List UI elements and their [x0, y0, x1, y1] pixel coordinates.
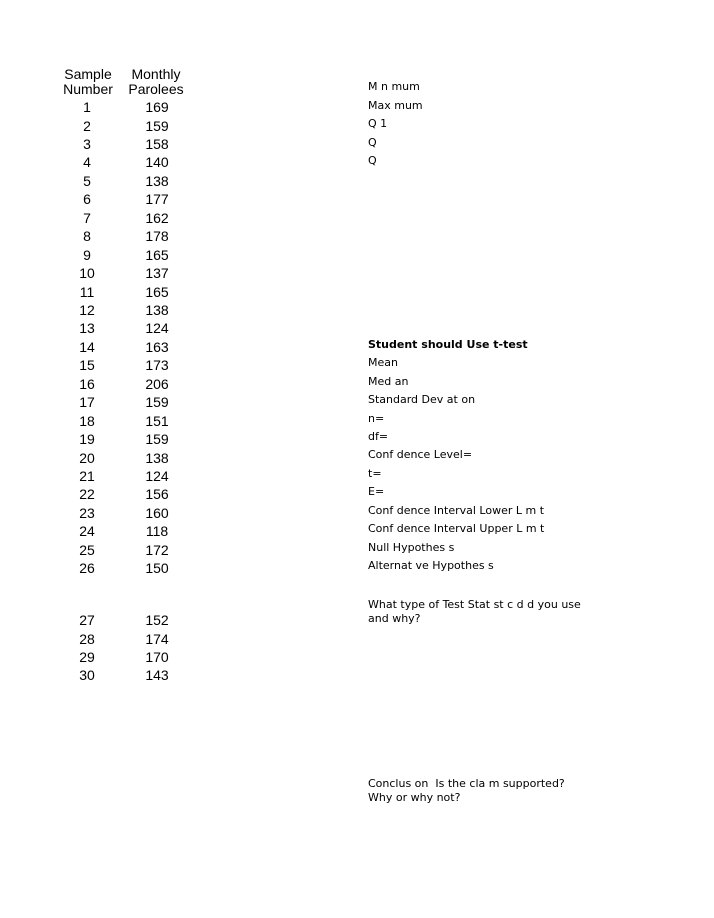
sample-number-cell: 19 [79, 431, 95, 448]
sample-number-cell: 20 [79, 449, 95, 466]
monthly-parolees-cell: 150 [145, 560, 169, 577]
monthly-parolees-cell: 152 [145, 612, 169, 628]
monthly-parolees-cell: 158 [145, 135, 169, 152]
sample-number-cell: 23 [79, 504, 95, 521]
monthly-parolees-cell: 140 [145, 154, 169, 171]
sample-number-cell: 30 [79, 667, 95, 684]
sample-number-cell: 6 [83, 191, 91, 208]
monthly-parolees-cell: 170 [145, 648, 169, 665]
label-median: Med an [368, 375, 409, 388]
ttest-heading: Student should Use t-test [368, 338, 528, 351]
label-maximum: Max mum [368, 99, 423, 112]
sample-number-cell: 4 [83, 154, 91, 171]
sample-number-cell: 12 [79, 301, 95, 318]
monthly-parolees-cell: 151 [145, 412, 169, 429]
header-sample-number: Sample Number [63, 66, 113, 97]
label-q1: Q 1 [368, 117, 388, 130]
monthly-parolees-cell: 159 [145, 394, 169, 411]
label-q3: Q [368, 154, 377, 167]
monthly-parolees-cell: 159 [145, 431, 169, 448]
header-monthly-parolees: Monthly Parolees [128, 66, 184, 97]
monthly-parolees-cell: 124 [145, 320, 169, 337]
label-e: E= [368, 485, 385, 498]
sample-number-cell: 9 [83, 246, 91, 263]
sample-number-cell: 15 [79, 357, 95, 374]
label-t: t= [368, 467, 382, 480]
monthly-parolees-cell: 118 [145, 523, 169, 540]
monthly-parolees-cell: 177 [145, 191, 169, 208]
monthly-parolees-cell: 206 [145, 375, 169, 392]
label-confidence-level: Conf dence Level= [368, 448, 473, 461]
monthly-parolees-cell: 169 [145, 99, 169, 115]
sample-number-cell: 25 [79, 541, 95, 558]
sample-number-cell: 17 [79, 394, 95, 411]
monthly-parolees-cell: 156 [145, 486, 169, 503]
sample-number-cell: 16 [79, 375, 95, 392]
monthly-parolees-cell: 160 [145, 504, 169, 521]
monthly-parolees-cell: 138 [145, 301, 169, 318]
sample-number-cell: 24 [79, 523, 95, 540]
label-mean: Mean [368, 356, 398, 369]
sample-number-cell: 26 [79, 560, 95, 577]
sample-number-cell: 1 [83, 99, 91, 115]
label-alt-hypothesis: Alternat ve Hypothes s [368, 559, 494, 572]
label-ci-lower: Conf dence Interval Lower L m t [368, 504, 545, 517]
sample-number-cell: 22 [79, 486, 95, 503]
sample-number-cell: 2 [83, 117, 91, 134]
label-std-dev: Standard Dev at on [368, 393, 476, 406]
monthly-parolees-cell: 163 [145, 338, 169, 355]
monthly-parolees-cell: 172 [145, 541, 169, 558]
monthly-parolees-cell: 137 [145, 265, 169, 281]
monthly-parolees-cell: 138 [145, 172, 169, 189]
monthly-parolees-cell: 159 [145, 117, 169, 134]
question-conclusion: Conclus on Is the cla m supported? Why or why not? [368, 777, 565, 804]
sample-number-cell: 10 [79, 265, 95, 281]
sample-number-cell: 18 [79, 412, 95, 429]
monthly-parolees-cell: 165 [145, 246, 169, 263]
label-null-hypothesis: Null Hypothes s [368, 541, 455, 554]
monthly-parolees-cell: 124 [145, 468, 169, 484]
label-n: n= [368, 412, 385, 425]
sample-number-cell: 11 [79, 283, 95, 300]
monthly-parolees-cell: 138 [145, 449, 169, 466]
label-df: df= [368, 430, 389, 443]
sample-number-cell: 13 [79, 320, 95, 337]
sample-number-cell: 8 [83, 228, 91, 245]
sample-number-cell: 29 [79, 648, 95, 665]
sample-number-cell: 5 [83, 172, 91, 189]
sample-number-cell: 3 [83, 135, 91, 152]
monthly-parolees-cell: 162 [145, 209, 169, 226]
monthly-parolees-cell: 165 [145, 283, 169, 300]
label-ci-upper: Conf dence Interval Upper L m t [368, 522, 545, 535]
label-minimum: M n mum [368, 80, 420, 93]
monthly-parolees-cell: 143 [145, 667, 169, 684]
sample-number-cell: 28 [79, 630, 95, 647]
label-q2: Q [368, 136, 377, 149]
monthly-parolees-cell: 178 [145, 228, 169, 245]
sample-number-cell: 27 [79, 612, 95, 628]
monthly-parolees-cell: 173 [145, 357, 169, 374]
sample-number-cell: 7 [83, 209, 91, 226]
sample-number-cell: 21 [79, 468, 95, 484]
monthly-parolees-cell: 174 [145, 630, 169, 647]
question-test-stat: What type of Test Stat st c d d you use and why? [368, 598, 581, 625]
sample-number-cell: 14 [79, 338, 95, 355]
